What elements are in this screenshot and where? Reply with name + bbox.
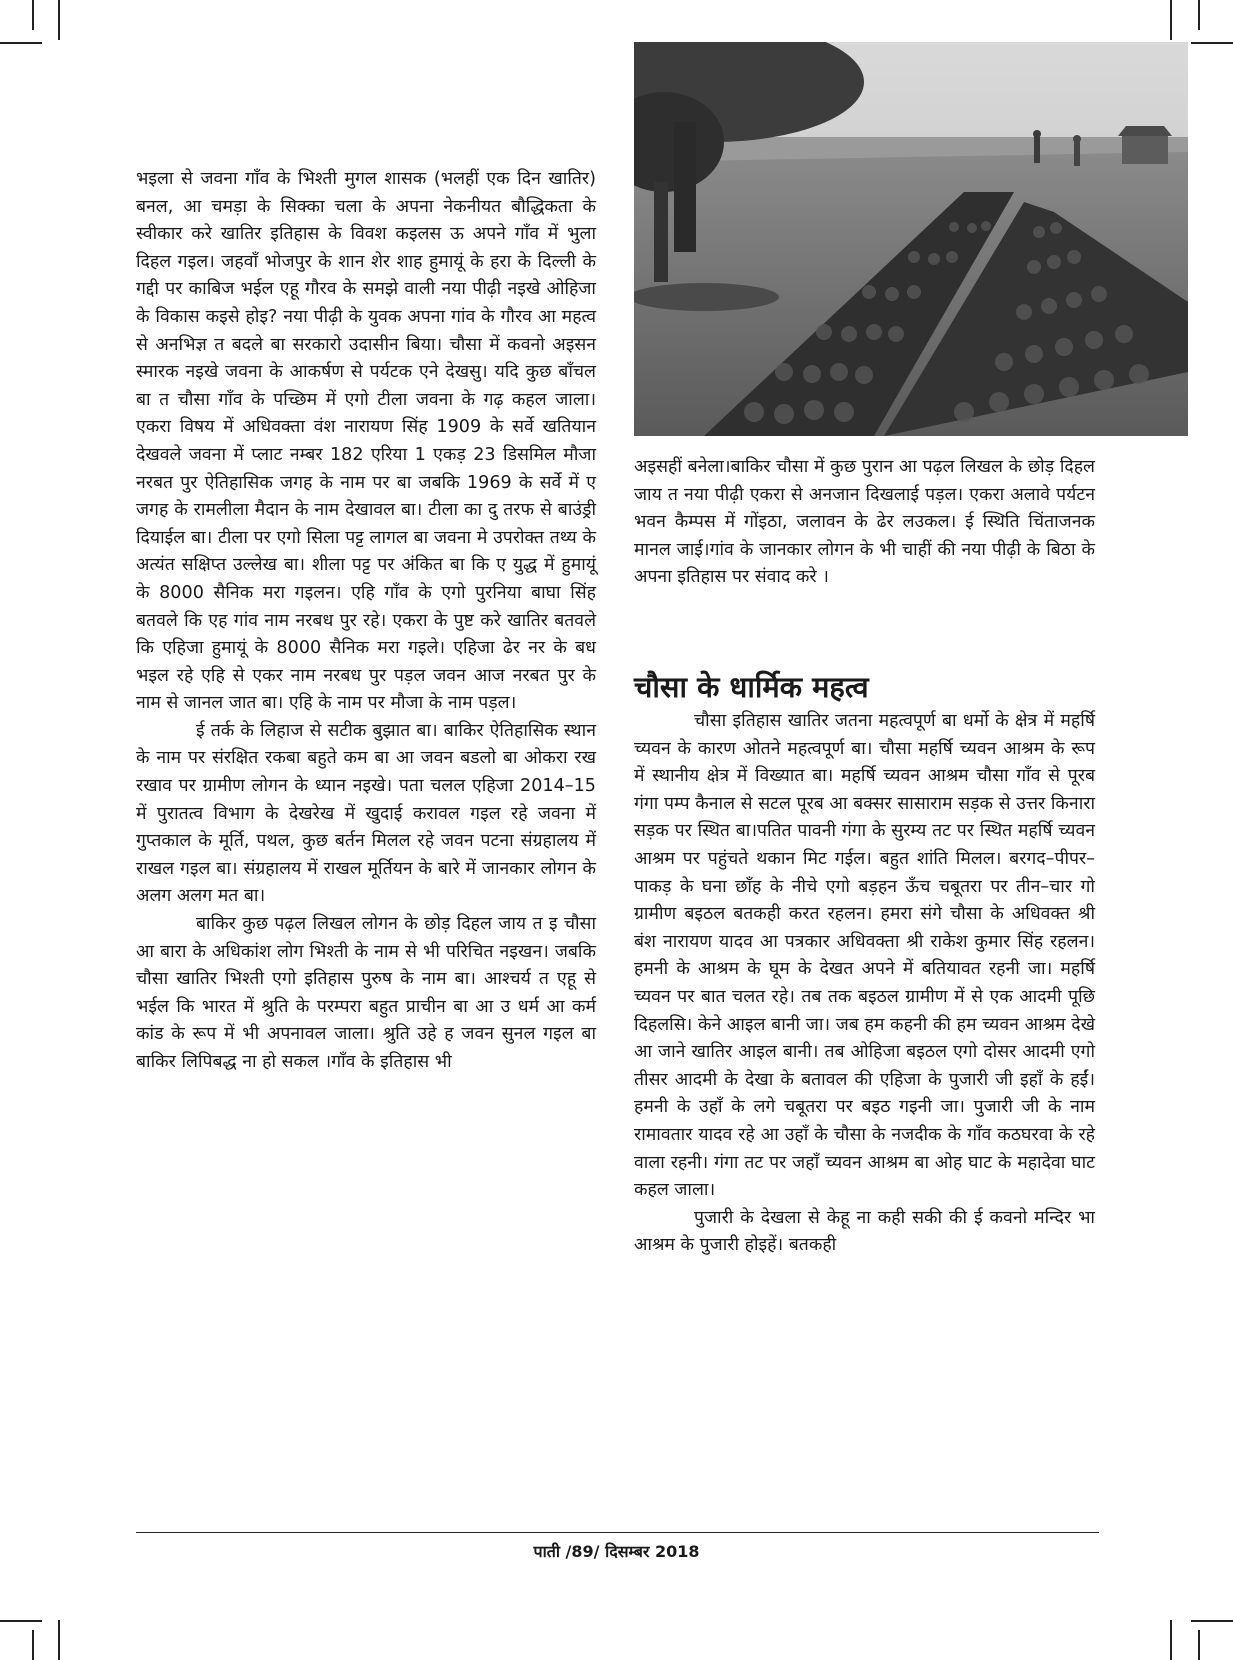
crop-mark (0, 1620, 42, 1622)
crop-mark (1198, 1630, 1200, 1660)
right-column-top (634, 454, 1095, 592)
paragraph: भइला से जवना गाँव के भिश्ती मुगल शासक (भलहीं एक दिन खातिर) बनल, आ चमड़ा के सिक्का चला के अपना नेकनीयत बौद्धिकता के स्वीकार करे खातिर इतिहास के विवश कइलस ऊ अपने गाँव में भुला दिहल गइल। जहवाँ भोजपुर के शान शेर शाह हुमायूं के हरा के दिल्ली के गद्दी पर काबिज भईल एहू गौरव के समझे वाली नया पीढ़ी नइखे ओहिजा के विकास कइसे होइ? नया पीढ़ी के युवक अपना गांव के गौरव आ महत्व से अनभिज्ञ त बदले बा सरकारो उदासीन बिया। चौसा में कवनो अइसन स्मारक नइखे जवना के आकर्षण से पर्यटक एने देखसु। यदि कुछ बाँचल बा त चौसा गाँव के पच्छिम में एगो टीला जवना के गढ़ कहल जाला। एकरा विषय में अधिवक्ता वंश नारायण सिंह 1909 के सर्वे खतियान देखवले जवना में प्लाट नम्बर 182 एरिया 1 एकड़ 23 डिसमिल मौजा नरबत पुर ऐतिहासिक जगह के नाम पर बा जबकि 1969 के सर्वे में ए जगह के रामलीला मैदान के नाम देखावल बा। टीला का दु तरफ से बाउंड्री दियाईल बा। टीला पर एगो सिला पट्ट लागल बा जवना मे उपरोक्त तथ्य के अत्यंत सक्षिप्त उल्लेख बा। शीला पट्ट पर अंकित बा कि ए युद्ध में हुमायूं के 8000 सैनिक मरा गइलन। एहि गाँव के एगो पुरनिया बाघा सिंह बतवले कि एह गांव नाम नरबध पुर रहे। एकरा के पुष्ट करे खातिर बतवले कि एहिजा हुमायूं के 8000 सैनिक मरा गइले। एहिजा ढेर नर के बध भइल रहे एहि से एकर नाम नरबध पुर पड़ल जवन आज नरबत पुर के नाम से जानल जात बा। एहि के नाम पर मौजा के नाम पड़ल। (136, 169, 596, 714)
footer-rule (136, 1532, 1099, 1533)
crop-mark (1191, 42, 1233, 44)
paragraph: अइसहीं बनेला।बाकिर चौसा में कुछ पुरान आ पढ़ल लिखल के छोड़ दिहल जाय त नया पीढ़ी एकरा से अनजान दिखलाई पड़ल। एकरा अलावे पर्यटन भवन कैम्पस में गोंइठा, जलावन के ढेर लउकल। ई स्थिति चिंताजनक मानल जाई।गांव के जानकार लोगन के भी चाहीं की नया पीढ़ी के बिठा के अपना इतिहास पर संवाद करे । (634, 457, 1095, 588)
crop-mark (0, 42, 42, 44)
paragraph: बाकिर कुछ पढ़ल लिखल लोगन के छोड़ दिहल जाय त इ चौसा आ बारा के अधिकांश लोग भिश्ती के नाम से भी परिचित नइखन। जबकि चौसा खातिर भिश्ती एगो इतिहास पुरुष के नाम बा। आश्चर्य त एहू से भईल कि भारत में श्रुति के परम्परा बहुत प्राचीन बा आ उ धर्म आ कर्म कांड के रूप में भी अपनावल जाला। श्रुति उहे ह जवन सुनल गइल बा बाकिर लिपिबद्ध ना हो सकल ।गाँव के इतिहास भी (136, 914, 596, 1072)
crop-mark (32, 1630, 34, 1660)
crop-mark (1191, 1620, 1233, 1622)
crop-mark (1170, 0, 1172, 40)
left-column (136, 166, 596, 1077)
crop-mark (58, 0, 60, 40)
paragraph: ई तर्क के लिहाज से सटीक बुझात बा। बाकिर ऐतिहासिक स्थान के नाम पर संरक्षित रकबा बहुते कम बा आ जवन बडलो बा ओकरा रख रखाव पर ग्रामीण लोगन के ध्यान नइखे। पता चलल एहिजा 2014–15 में पुरातत्व विभाग के देखरेख में खुदाई करावल गइल रहे जवना में गुप्तकाल के मूर्ति, पथल, कुछ बर्तन मिलल रहे जवन पटना संग्रहालय में राखल गइल बा। संग्रहालय में राखल मूर्तियन के बारे में जानकार लोगन के अलग अलग मत बा। (136, 720, 596, 907)
crop-mark (32, 0, 34, 30)
paragraph: चौसा इतिहास खातिर जतना महत्वपूर्ण बा धर्मो के क्षेत्र में महर्षि च्यवन के कारण ओतने महत्वपूर्ण बा। चौसा महर्षि च्यवन आश्रम के रूप में स्थानीय क्षेत्र में विख्यात बा। महर्षि च्यवन आश्रम चौसा गाँव से पूरब गंगा पम्प कैनाल से सटल पूरब आ बक्सर सासाराम सड़क से उत्तर किनारा सड़क पर स्थित बा।पतित पावनी गंगा के सुरम्य तट पर स्थित महर्षि च्यवन आश्रम पर पहुंचते थकान मिट गईल। बहुत शांति मिलल। बरगद–पीपर–पाकड़ के घना छाँह के नीचे एगो बड़हन ऊँच चबूतरा पर तीन–चार गो ग्रामीण बइठल बतकही करत रहलन। हमरा संगे चौसा के अधिवक्त श्री बंश नारायण यादव आ पत्रकार अधिवक्ता श्री राकेश कुमार सिंह रहलन। हमनी के आश्रम के घूम के देखत अपने में बतियावत रहनी जा। महर्षि च्यवन पर बात चलत रहे। तब तक बइठल ग्रामीण में से एक आदमी पूछि दिहलसि। केने आइल बानी जा। जब हम कहनी की हम च्यवन आश्रम देखे आ जाने खातिर आइल बानी। तब ओहिजा बइठल एगो दोसर आदमी एगो तीसर आदमी के देखा के बतावल की एहिजा के पुजारी जी इहाँ के हईं। हमनी के उहाँ के लगे चबूतरा पर बइठ गइनी जा। पुजारी जी के नाम रामावतार यादव रहे आ उहाँ के चौसा के नजदीक के गाँव कठघरवा के रहे वाला रहनी। गंगा तट पर जहाँ च्यवन आश्रम बा ओह घाट के महादेवा घाट कहल जाला। (634, 711, 1095, 1201)
right-column-body (634, 708, 1095, 1260)
page-footer: पाती /89/ दिसम्बर 2018 (533, 1542, 700, 1561)
paragraph: पुजारी के देखला से केहू ना कही सकी की ई कवनो मन्दिर भा आश्रम के पुजारी होइहें। बतकही (634, 1207, 1095, 1256)
crop-mark (58, 1620, 60, 1660)
photo-dung-cakes-field (634, 42, 1188, 436)
crop-mark (1198, 0, 1200, 30)
crop-mark (1170, 1620, 1172, 1660)
section-heading: चौसा के धार्मिक महत्व (634, 670, 869, 704)
